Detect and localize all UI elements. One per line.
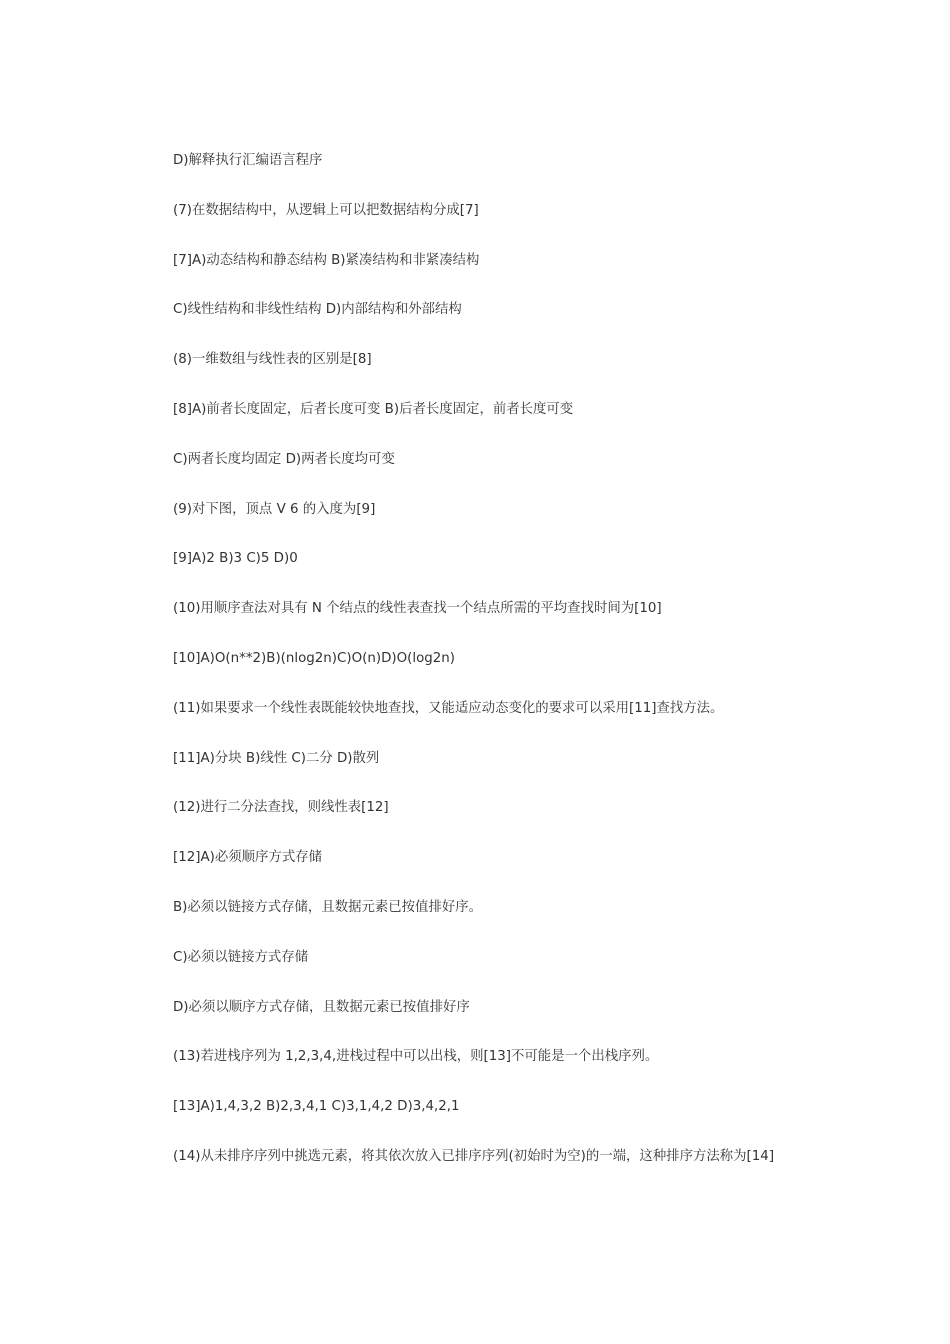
question-7-options-ab: [7]A)动态结构和静态结构 B)紧凑结构和非紧凑结构 (173, 252, 480, 268)
question-12-option-d: D)必须以顺序方式存储，且数据元素已按值排好序 (173, 999, 470, 1015)
document-body (173, 150, 873, 1196)
question-7-options-cd: C)线性结构和非线性结构 D)内部结构和外部结构 (173, 302, 462, 318)
question-8-options-cd: C)两者长度均固定 D)两者长度均可变 (173, 451, 395, 467)
question-8-options-ab: [8]A)前者长度固定，后者长度可变 B)后者长度固定，前者长度可变 (173, 401, 574, 417)
question-12-option-c: C)必须以链接方式存储 (173, 949, 309, 965)
question-13: (13)若进栈序列为 1,2,3,4,进栈过程中可以出栈，则[13]不可能是一个出栈序列。 (173, 1049, 659, 1065)
question-10: (10)用顺序查法对具有 N 个结点的线性表查找一个结点所需的平均查找时间为[10] (173, 601, 662, 617)
question-12: (12)进行二分法查找，则线性表[12] (173, 800, 389, 816)
question-7: (7)在数据结构中，从逻辑上可以把数据结构分成[7] (173, 202, 479, 218)
question-9-options: [9]A)2 B)3 C)5 D)0 (173, 551, 298, 567)
question-12-option-a: [12]A)必须顺序方式存储 (173, 850, 322, 866)
question-12-option-b: B)必须以链接方式存储，且数据元素已按值排好序。 (173, 899, 483, 915)
question-8: (8)一维数组与线性表的区别是[8] (173, 352, 372, 368)
question-11-options: [11]A)分块 B)线性 C)二分 D)散列 (173, 750, 380, 766)
question-14: (14)从未排序序列中挑选元素，将其依次放入已排序序列(初始时为空)的一端，这种排序方法称为[14] (173, 1148, 775, 1164)
question-10-options: [10]A)O(n**2)B)(nlog2n)C)O(n)D)O(log2n) (173, 650, 456, 666)
question-11: (11)如果要求一个线性表既能较快地查找，又能适应动态变化的要求可以采用[11]查找方法。 (173, 700, 724, 716)
question-13-options: [13]A)1,4,3,2 B)2,3,4,1 C)3,1,4,2 D)3,4,2,1 (173, 1099, 460, 1115)
text-line: D)解释执行汇编语言程序 (173, 153, 323, 168)
question-9: (9)对下图，顶点 V 6 的入度为[9] (173, 501, 376, 517)
